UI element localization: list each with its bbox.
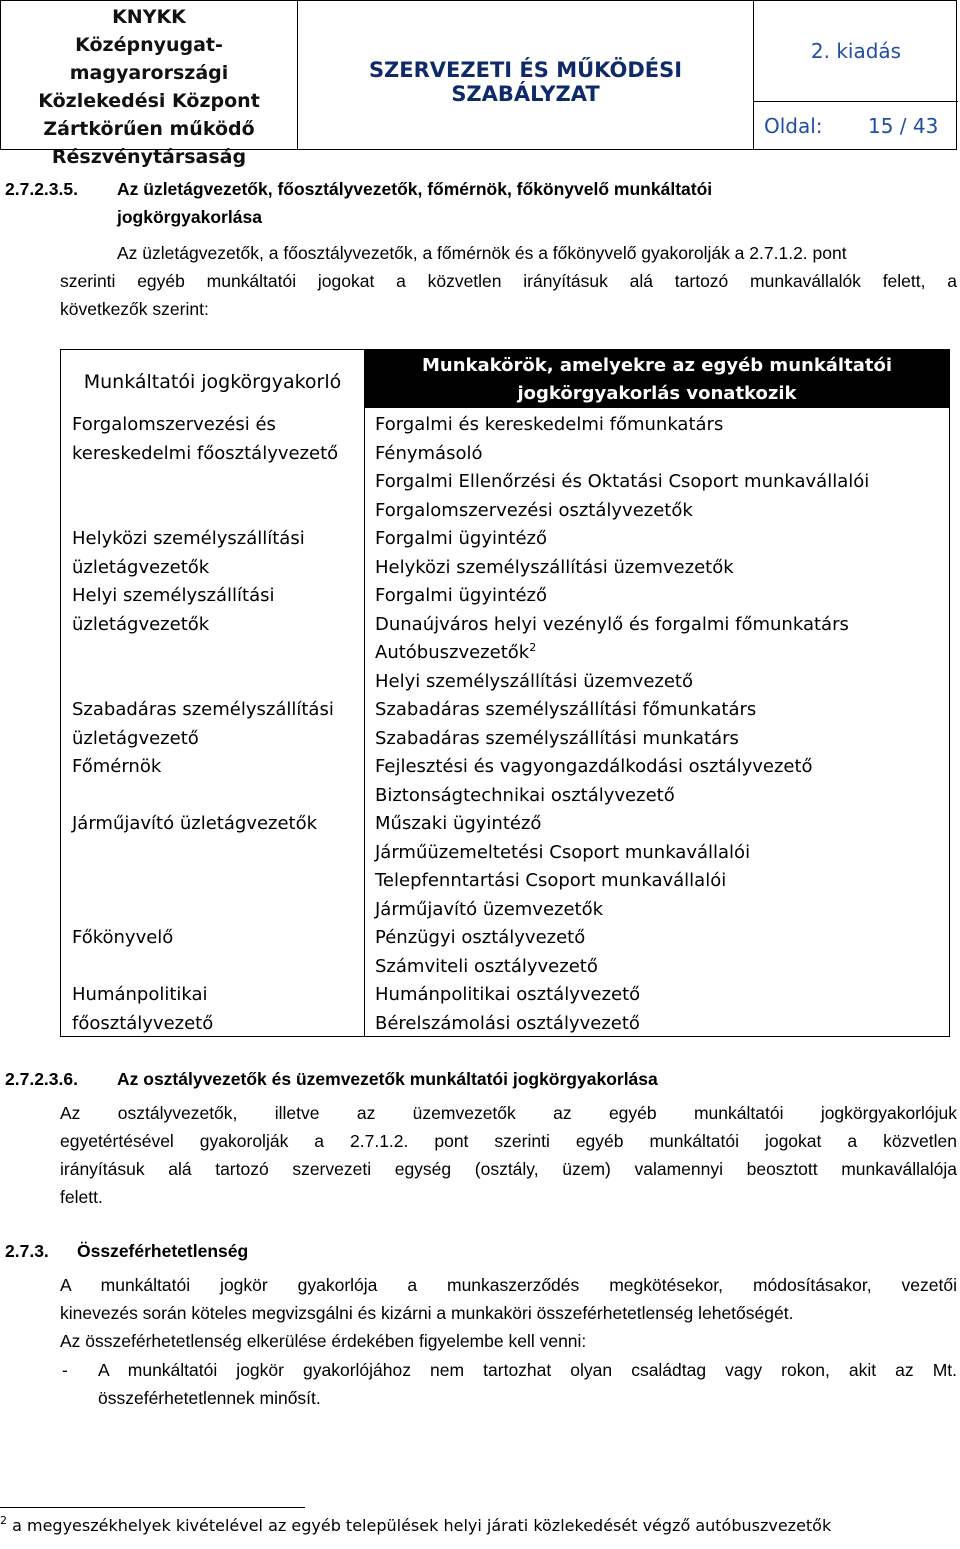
cell-line: Humánpolitikai	[72, 984, 208, 1005]
right-cell	[375, 924, 598, 981]
paragraph-line: egyetértésével gyakorolják a 2.7.1.2. pont szerinti egyéb munkáltatói jogokat a közvetlen	[60, 1131, 957, 1151]
left-cell	[72, 525, 305, 582]
left-cell	[72, 582, 274, 639]
cell-line: Dunaújváros helyi vezénylő és forgalmi főmunkatárs	[375, 613, 849, 635]
paragraph-line: Az üzletágvezetők, a főosztályvezetők, a főmérnök és a főkönyvelő gyakorolják a 2.7.1.2. pont	[117, 243, 847, 263]
paragraph-line: Az összeférhetetlenség elkerülése érdekében figyelembe kell venni:	[60, 1331, 587, 1351]
organization-name	[1, 1, 298, 168]
footnote-separator	[0, 1507, 305, 1508]
left-cell	[72, 924, 173, 953]
cell-line: üzletágvezetők	[72, 613, 210, 635]
paragraph-line: A munkáltatói jogkör gyakorlója a munkaszerződés megkötésekor, módosításakor, vezetői	[60, 1275, 957, 1295]
cell-line: Fénymásoló	[375, 442, 483, 464]
org-line: Zártkörűen működő	[43, 118, 255, 140]
cell-line: Biztonságtechnikai osztályvezető	[375, 784, 675, 806]
section-number: 2.7.2.3.5.	[5, 179, 78, 199]
cell-line: Helyi személyszállítási üzemvezető	[375, 670, 693, 692]
cell-line: főosztályvezető	[72, 1012, 214, 1034]
cell-line: Bérelszámolási osztályvezető	[375, 1012, 640, 1034]
cell-line: Forgalomszervezési és	[72, 414, 276, 435]
page-indicator	[754, 102, 958, 150]
left-cell	[72, 981, 213, 1038]
cell-line: Telepfenntartási Csoport munkavállalói	[375, 870, 727, 891]
left-cell	[72, 810, 317, 839]
cell-line: Forgalomszervezési osztályvezetők	[375, 499, 693, 521]
right-cell	[375, 411, 869, 525]
cell-line: Forgalmi és kereskedelmi főmunkatárs	[375, 414, 724, 435]
bullet-text-cont: összeférhetetlennek minősít.	[98, 1388, 321, 1408]
cell-line: Számviteli osztályvezető	[375, 955, 598, 977]
footnote-text: a megyeszékhelyek kivételével az egyéb települések helyi járati közlekedését végző autóbuszvezetők	[7, 1516, 832, 1535]
header-line: Munkakörök, amelyekre az egyéb munkáltatói	[421, 355, 892, 376]
cell-line: üzletágvezetők	[72, 556, 210, 578]
footnote-mark: 2	[0, 1514, 7, 1527]
right-cell	[375, 525, 734, 582]
cell-line: Járműjavító üzletágvezetők	[72, 813, 318, 834]
cell-line: Szabadáras személyszállítási munkatárs	[375, 727, 739, 749]
cell-line: Pénzügyi osztályvezető	[375, 927, 586, 948]
cell-line: Szabadáras személyszállítási	[72, 699, 334, 720]
org-line: Középnyugat-magyarországi	[69, 34, 229, 84]
cell-line: Főmérnök	[72, 756, 162, 777]
section-number: 2.7.3.	[5, 1241, 49, 1261]
left-cell	[72, 753, 161, 782]
cell-text: Autóbuszvezetők	[375, 642, 530, 663]
cell-line: Műszaki ügyintéző	[375, 813, 542, 834]
cell-line: Főkönyvelő	[72, 927, 174, 948]
footnote-reference[interactable]: 2	[529, 641, 537, 654]
left-cell	[72, 411, 338, 468]
left-column-header: Munkáltatói jogkörgyakorló	[83, 371, 342, 393]
right-cell	[375, 810, 750, 924]
cell-line: Szabadáras személyszállítási főmunkatárs	[375, 699, 757, 720]
section-title-cont: jogkörgyakorlása	[117, 207, 262, 227]
cell-line: Forgalmi Ellenőrzési és Oktatási Csoport munkavállalói	[375, 471, 870, 492]
paragraph-line: szerinti egyéb munkáltatói jogokat a közvetlen irányításuk alá tartozó munkavállalók felett, a	[60, 271, 957, 291]
authority-table	[60, 349, 950, 1037]
right-cell	[375, 981, 640, 1038]
org-line: Részvénytársaság	[51, 146, 247, 168]
paragraph-line: Az osztályvezetők, illetve az üzemvezetők az egyéb munkáltatói jogkörgyakorlójuk	[60, 1103, 957, 1123]
cell-line: Helyi személyszállítási	[72, 585, 275, 606]
paragraph-line: irányításuk alá tartozó szervezeti egység (osztály, üzem) valamennyi beosztott munkavállalója	[60, 1159, 957, 1179]
cell-line: Járműjavító üzemvezetők	[375, 898, 604, 920]
paragraph-line: kinevezés során köteles megvizsgálni és kizárni a munkaköri összeférhetetlenség lehetőségét.	[60, 1303, 794, 1323]
cell-line: Fejlesztési és vagyongazdálkodási osztályvezető	[375, 756, 813, 777]
left-cell	[72, 696, 334, 753]
edition-cell	[754, 1, 958, 149]
org-line: Közlekedési Központ	[38, 90, 260, 112]
cell-line: Helyközi személyszállítási üzemvezetők	[375, 556, 734, 578]
cell-line: Helyközi személyszállítási	[72, 528, 305, 549]
right-column-header	[365, 350, 949, 408]
column-divider	[364, 350, 365, 1036]
edition-label: 2. kiadás	[754, 1, 958, 102]
cell-line: kereskedelmi főosztályvezető	[72, 442, 339, 464]
cell-line: Humánpolitikai osztályvezető	[375, 984, 641, 1005]
org-line: KNYKK	[112, 6, 186, 28]
paragraph-line: felett.	[60, 1187, 103, 1207]
right-cell	[375, 696, 756, 753]
cell-line: Forgalmi ügyintéző	[375, 528, 548, 549]
cell-line-with-footnote	[375, 639, 849, 668]
section-title: Az üzletágvezetők, főosztályvezetők, főmérnök, főkönyvelő munkáltatói	[117, 179, 713, 199]
section-title: Az osztályvezetők és üzemvezetők munkáltatói jogkörgyakorlása	[117, 1069, 658, 1089]
right-cell	[375, 753, 813, 810]
paragraph-line: következők szerint:	[60, 299, 209, 319]
right-cell	[375, 582, 849, 696]
page-number: 15 / 43	[868, 114, 939, 138]
cell-line: üzletágvezető	[72, 727, 199, 749]
bullet-dash: -	[62, 1360, 68, 1380]
header-line: jogkörgyakorlás vonatkozik	[517, 383, 797, 404]
cell-line: Forgalmi ügyintéző	[375, 585, 548, 606]
document-title-cell	[298, 1, 754, 149]
section-title: Összeférhetetlenség	[77, 1241, 249, 1261]
bullet-text: A munkáltatói jogkör gyakorlójához nem tartozhat olyan családtag vagy rokon, akit az Mt.	[98, 1360, 957, 1380]
document-title: SZERVEZETI ÉS MŰKÖDÉSI SZABÁLYZAT	[368, 58, 683, 106]
page-header	[0, 0, 957, 168]
footnote	[0, 1516, 831, 1535]
page-label: Oldal:	[764, 114, 823, 138]
cell-line: Járműüzemeltetési Csoport munkavállalói	[375, 841, 751, 863]
section-number: 2.7.2.3.6.	[5, 1069, 78, 1089]
